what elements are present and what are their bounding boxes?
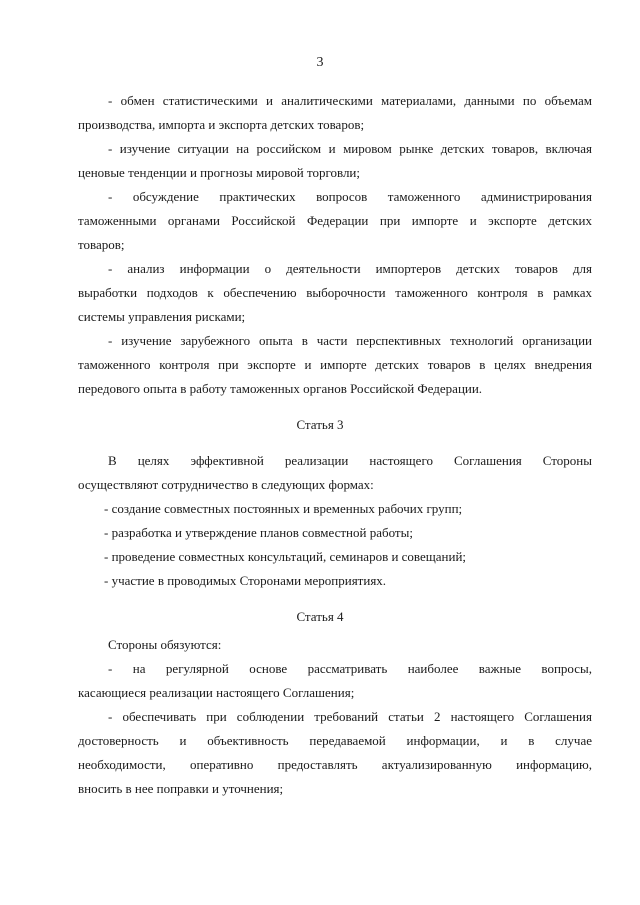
text-line: В целях эффективной реализации настоящего Соглашения Стороны [108,453,592,468]
page-number: 3 [316,55,324,70]
text-line: - изучение зарубежного опыта в части перспективных технологий организации [108,333,592,348]
text-line: выработки подходов к обеспечению выборочности таможенного контроля в рамках [78,285,592,300]
text-line: необходимости, оперативно предоставлять актуализированную информацию, [78,757,592,772]
text-line: вносить в нее поправки и уточнения; [78,781,284,796]
text-line: - изучение ситуации на российском и мировом рынке детских товаров, включая [108,141,592,156]
text-line: - обсуждение практических вопросов таможенного администрирования [108,189,592,204]
text-line: товаров; [78,237,125,252]
text-line: Стороны обязуются: [108,637,222,652]
list-item: - проведение совместных консультаций, семинаров и совещаний; [104,549,467,564]
text-line: таможенными органами Российской Федерации при импорте и экспорте детских [78,213,592,228]
text-line: - на регулярной основе рассматривать наиболее важные вопросы, [108,661,592,676]
text-line: осуществляют сотрудничество в следующих формах: [78,477,374,492]
text-line: производства, импорта и экспорта детских товаров; [78,117,365,132]
text-line: - анализ информации о деятельности импортеров детских товаров для [108,261,592,276]
list-item: - участие в проводимых Сторонами мероприятиях. [104,573,387,588]
list-item: - разработка и утверждение планов совместной работы; [104,525,413,540]
text-line: ценовые тенденции и прогнозы мировой торговли; [78,165,361,180]
text-line: таможенного контроля при экспорте и импорте детских товаров в целях внедрения [78,357,592,372]
text-line: системы управления рисками; [78,309,246,324]
article-heading: Статья 4 [296,609,344,624]
list-item: - создание совместных постоянных и временных рабочих групп; [104,501,463,516]
text-line: передового опыта в работу таможенных органов Российской Федерации. [78,381,483,396]
text-line: - обмен статистическими и аналитическими материалами, данными по объемам [108,93,592,108]
text-line: касающиеся реализации настоящего Соглашения; [78,685,355,700]
text-line: достоверность и объективность передаваемой информации, и в случае [78,733,592,748]
article-heading: Статья 3 [296,417,344,432]
text-line: - обеспечивать при соблюдении требований статьи 2 настоящего Соглашения [108,709,592,724]
